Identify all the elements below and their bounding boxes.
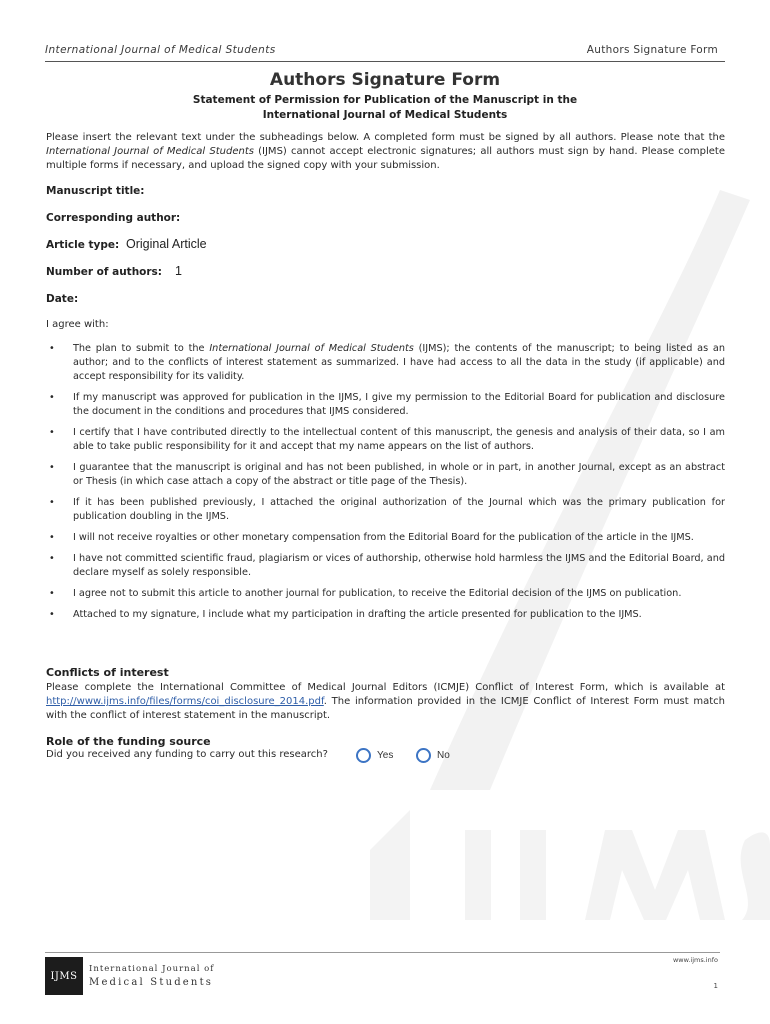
statement-text: If it has been published previously, I attached the original authorization of the Journal which was the primary publication for publication doubling in the IJMS. — [73, 497, 725, 522]
coi-text-1: Please complete the International Committee of Medical Journal Editors (ICMJE) Conflict of Interest Form, which is available at — [46, 682, 725, 693]
statement-text: If my manuscript was approved for publication in the IJMS, I give my permission to the Editorial Board for publication and disclosure the document in the conditions and procedures that IJMS considered. — [73, 392, 725, 417]
bullet-icon: • — [49, 462, 55, 473]
footer-journal-name — [89, 962, 214, 990]
funding-yes-label: Yes — [377, 750, 394, 761]
coi-heading: Conflicts of interest — [46, 666, 169, 679]
list-item — [46, 391, 725, 419]
footer-journal-line-2: Medical Students — [89, 977, 214, 988]
bullet-icon: • — [49, 553, 55, 564]
bullet-icon: • — [49, 532, 55, 543]
statement-text-cont: (IJMS); the contents of the manuscript; to being listed as an author; and to the conflicts of interest statement as summarized. I have had access to all the data in the study (if applicable) and accept responsibility for its validity. — [73, 343, 725, 382]
header-form-name: Authors Signature Form — [586, 44, 718, 56]
radio-circle-icon[interactable] — [416, 748, 431, 763]
article-type-label: Article type: — [46, 239, 120, 251]
funding-heading: Role of the funding source — [46, 735, 211, 748]
page-title: Authors Signature Form — [269, 70, 501, 90]
intro-paragraph — [46, 131, 725, 173]
footer-url: www.ijms.info — [672, 956, 718, 964]
watermark-logo — [370, 790, 770, 920]
funding-yes-radio[interactable] — [356, 748, 393, 763]
corresponding-author-label: Corresponding author: — [46, 212, 181, 224]
list-item — [46, 461, 725, 489]
list-item — [46, 342, 725, 384]
subtitle-line-2: International Journal of Medical Students — [262, 109, 508, 121]
statement-text: I guarantee that the manuscript is original and has not been published, in whole or in part, in another Journal, except as an abstract or Thesis (in which case attach a copy of the abstract or title page of the Thesis). — [73, 462, 725, 487]
page-subtitle — [0, 93, 770, 123]
list-item — [46, 587, 725, 601]
intro-text-2: (IJMS) cannot accept electronic signatures; all authors must sign by hand. Please complete multiple forms if necessary, and upload the signed copy with your submission. — [46, 146, 726, 171]
article-type-field[interactable]: Original Article — [126, 237, 207, 251]
statement-journal-name: International Journal of Medical Students — [209, 343, 414, 354]
date-label: Date: — [46, 293, 79, 305]
agreement-list — [46, 342, 725, 629]
number-of-authors-label: Number of authors: — [46, 266, 163, 278]
list-item — [46, 496, 725, 524]
coi-paragraph — [46, 681, 725, 723]
subtitle-line-1: Statement of Permission for Publication of the Manuscript in the — [192, 94, 578, 106]
statement-text: The plan to submit to the — [73, 343, 210, 354]
bullet-icon: • — [49, 427, 55, 438]
agree-label: I agree with: — [46, 319, 109, 330]
statement-text: Attached to my signature, I include what my participation in drafting the article presented for publication to the IJMS. — [73, 609, 642, 620]
list-item — [46, 531, 725, 545]
coi-text-2: . The information provided in the ICMJE Conflict of Interest Form must match with the conflict of interest statement in the manuscript. — [46, 696, 725, 721]
statement-text: I agree not to submit this article to another journal for publication, to receive the Editorial decision of the IJMS on publication. — [73, 588, 682, 599]
intro-text-1: Please insert the relevant text under the subheadings below. A completed form must be signed by all authors. Please note that the — [46, 132, 725, 143]
ijms-logo: IJMS — [45, 957, 83, 995]
footer-divider — [45, 952, 720, 953]
coi-form-link[interactable]: http://www.ijms.info/files/forms/coi_disclosure_2014.pdf — [46, 696, 324, 707]
footer-journal-line-1: International Journal of — [89, 964, 215, 974]
funding-no-label: No — [437, 750, 450, 761]
manuscript-title-label: Manuscript title: — [46, 185, 145, 197]
list-item — [46, 426, 725, 454]
bullet-icon: • — [49, 588, 55, 599]
header-journal-name: International Journal of Medical Students — [45, 44, 276, 56]
statement-text: I will not receive royalties or other monetary compensation from the Editorial Board for the publication of the article in the IJMS. — [73, 532, 694, 543]
statement-text: I have not committed scientific fraud, plagiarism or vices of authorship, otherwise hold harmless the IJMS and the Editorial Board, and declare myself as solely responsible. — [73, 553, 725, 578]
intro-journal-name: International Journal of Medical Students — [46, 146, 254, 157]
list-item — [46, 552, 725, 580]
bullet-icon: • — [49, 609, 55, 620]
list-item — [46, 608, 725, 622]
radio-circle-icon[interactable] — [356, 748, 371, 763]
bullet-icon: • — [49, 497, 55, 508]
statement-text: I certify that I have contributed directly to the intellectual content of this manuscript, the genesis and analysis of their data, so I am able to take public responsibility for it and accept that my name appears on the list of authors. — [73, 427, 725, 452]
page-number: 1 — [713, 982, 718, 990]
header-divider — [45, 61, 725, 62]
number-of-authors-field[interactable]: 1 — [175, 264, 182, 278]
bullet-icon: • — [49, 343, 55, 354]
funding-question: Did you received any funding to carry out this research? — [46, 749, 328, 760]
funding-no-radio[interactable] — [416, 748, 450, 763]
bullet-icon: • — [49, 392, 55, 403]
